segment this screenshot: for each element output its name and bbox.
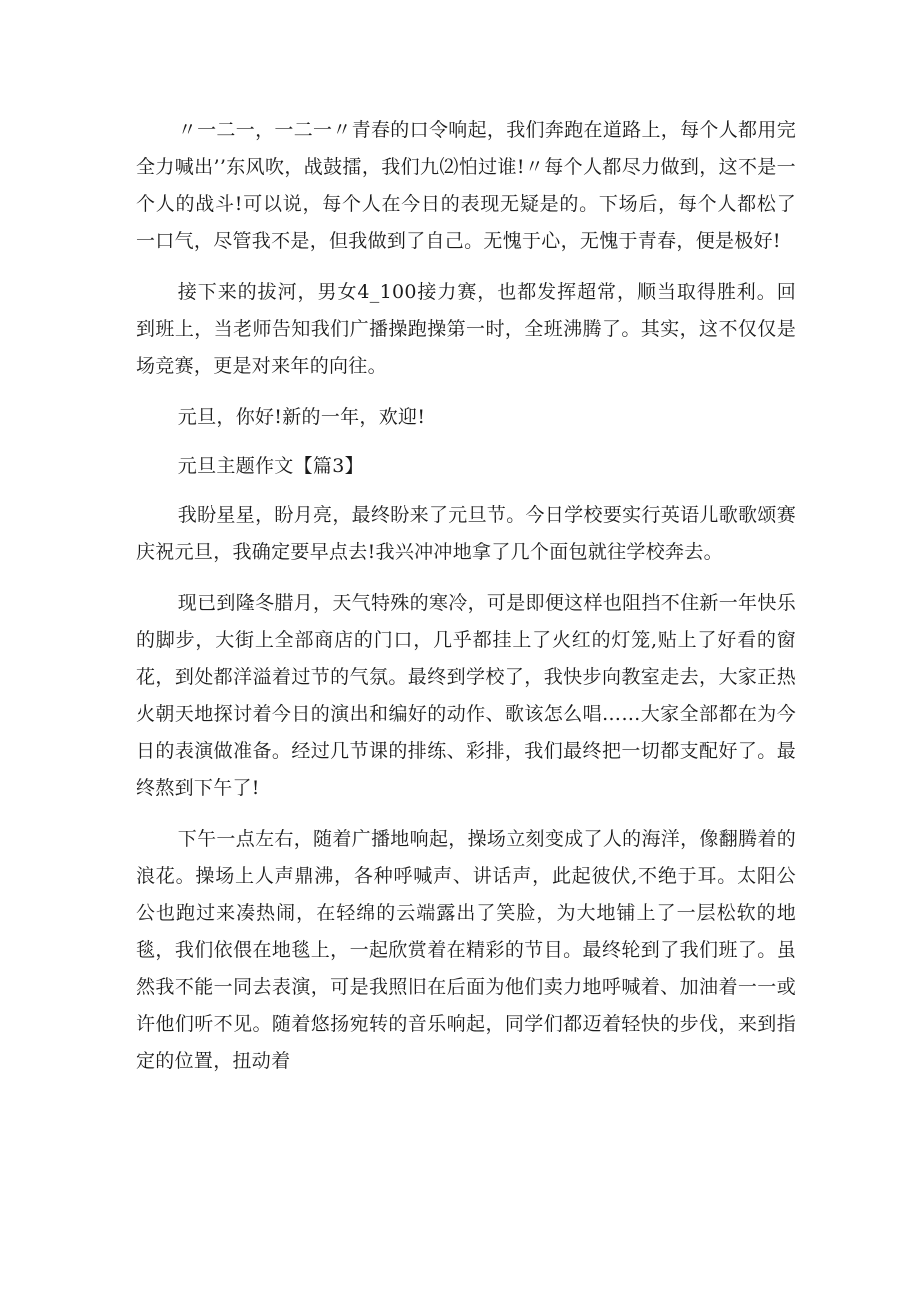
section-heading: 元旦主题作文【篇3】 (177, 455, 364, 477)
paragraph-2: 接下来的拔河，男女4_100接力赛，也都发挥超常，顺当取得胜利。回到班上，当老师告知我们广播操跑操第一时，全班沸腾了。其实，这不仅仅是场竞赛，更是对来年的向往。 (136, 281, 796, 377)
section-paragraph-3: 下午一点左右，随着广播地响起，操场立刻变成了人的海洋，像翻腾着的浪花。操场上人声鼎沸，各种呼喊声、讲话声，此起彼伏,不绝于耳。太阳公公也跑过来凑热闹，在轻绵的云端露出了笑脸，为大地铺上了一层松软的地毯，我们依偎在地毯上，一起欣赏着在精彩的节目。最终轮到了我们班了。虽然我不能一同去表演，可是我照旧在后面为他们卖力地呼喊着、加油着一一或许他们听不见。随着悠扬宛转的音乐响起，同学们都迈着轻快的步伐，来到指定的位置，扭动着 (136, 828, 796, 1072)
paragraph-3: 元旦，你好!新的一年，欢迎! (177, 406, 426, 428)
document-page (136, 112, 796, 1080)
section-paragraph-2: 现已到隆冬腊月，天气特殊的寒冷，可是即便这样也阻挡不住新一年快乐的脚步，大街上全部商店的门口，几乎都挂上了火红的灯笼,贴上了好看的窗花，到处都洋溢着过节的气氛。最终到学校了，我快步向教室走去，大家正热火朝天地探讨着今日的演出和编好的动作、歌该怎么唱……大家全部都在为今日的表演做准备。经过几节课的排练、彩排，我们最终把一切都支配好了。最终熬到下午了! (136, 592, 796, 799)
paragraph-1: 〃一二一，一二一〃青春的口令响起，我们奔跑在道路上，每个人都用完全力喊出’’东风吹，战鼓擂，我们九⑵怕过谁!〃每个人都尽力做到，这不是一个人的战斗!可以说，每个人在今日的表现无疑是的。下场后，每个人都松了一口气，尽管我不是，但我做到了自己。无愧于心，无愧于青春，便是极好! (136, 119, 796, 252)
section-paragraph-1: 我盼星星，盼月亮，最终盼来了元旦节。今日学校要实行英语儿歌歌颂赛庆祝元旦，我确定要早点去!我兴冲冲地拿了几个面包就往学校奔去。 (136, 504, 796, 563)
